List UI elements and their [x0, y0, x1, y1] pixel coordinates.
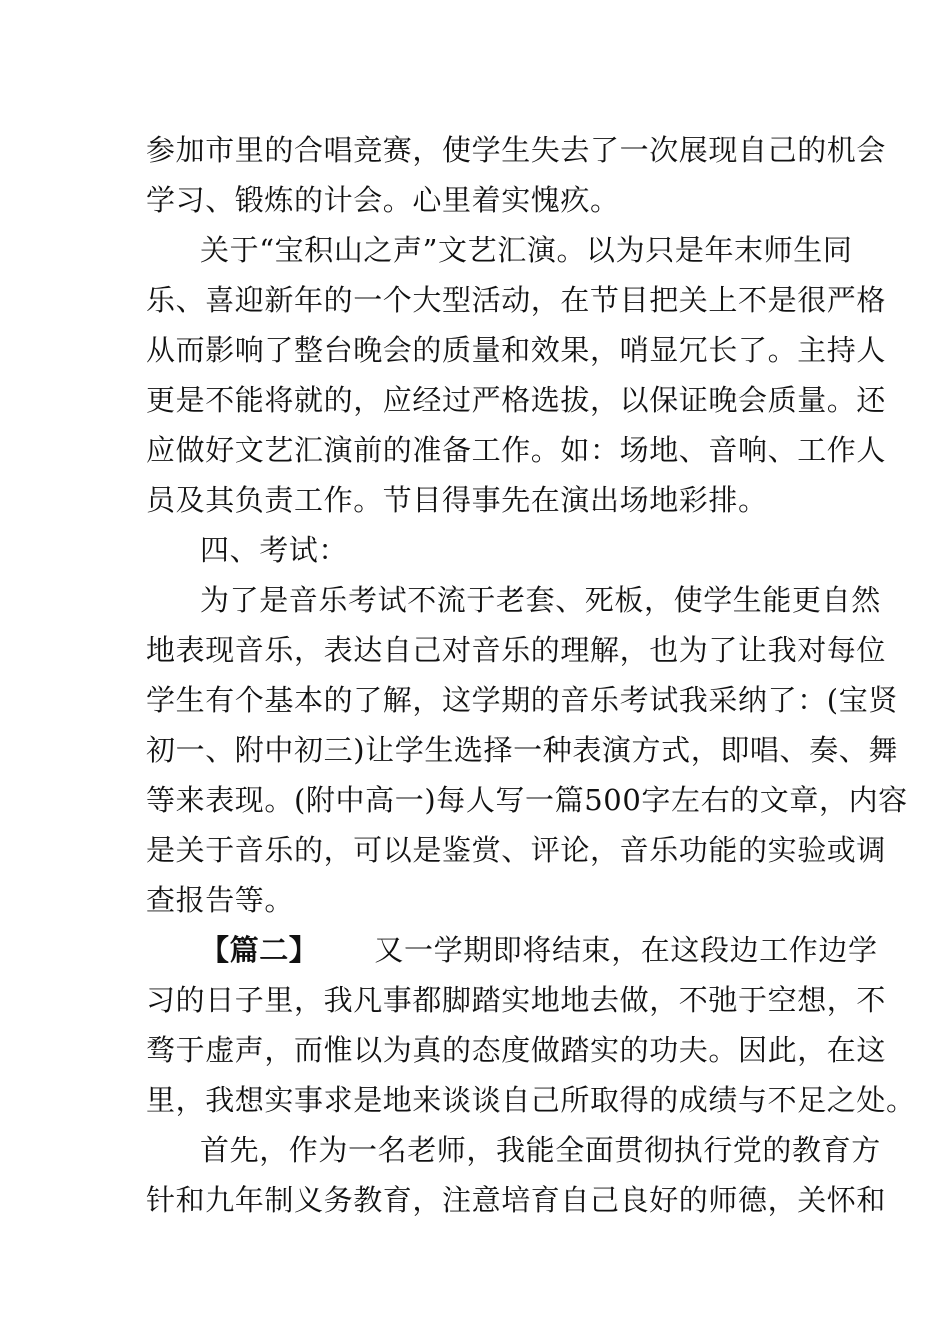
- paragraph-line: 更是不能将就的，应经过严格选拔，以保证晚会质量。还: [146, 383, 887, 417]
- paragraph-line: 乐、喜迎新年的一个大型活动，在节目把关上不是很严格: [146, 283, 887, 317]
- paragraph-line: 学生有个基本的了解，这学期的音乐考试我采纳了：(宝贤: [146, 683, 898, 717]
- paragraph-line: 初一、附中初三)让学生选择一种表演方式，即唱、奏、舞: [146, 733, 898, 767]
- paragraph-line: 针和九年制义务教育，注意培育自己良好的师德，关怀和: [146, 1183, 887, 1217]
- paragraph-line: 里，我想实事求是地来谈谈自己所取得的成绩与不足之处。: [146, 1083, 916, 1117]
- paragraph-line: 应做好文艺汇演前的准备工作。如：场地、音响、工作人: [146, 433, 887, 467]
- paragraph-line: 首先，作为一名老师，我能全面贯彻执行党的教育方: [200, 1133, 881, 1167]
- paragraph-line: 习的日子里，我凡事都脚踏实地地去做，不弛于空想，不: [146, 983, 887, 1017]
- paragraph-line: 是关于音乐的，可以是鉴赏、评论，音乐功能的实验或调: [146, 833, 887, 867]
- paragraph-line: 参加市里的合唱竞赛，使学生失去了一次展现自己的机会: [146, 133, 887, 167]
- paragraph-line: 地表现音乐，表达自己对音乐的理解，也为了让我对每位: [146, 633, 887, 667]
- paragraph-line: 从而影响了整台晚会的质量和效果，哨显冗长了。主持人: [146, 333, 887, 367]
- section-heading: 四、考试：: [200, 533, 349, 567]
- paragraph-line: 骛于虚声，而惟以为真的态度做踏实的功夫。因此，在这: [146, 1033, 887, 1067]
- paragraph-line: 为了是音乐考试不流于老套、死板，使学生能更自然: [200, 583, 881, 617]
- paragraph-line: 查报告等。: [146, 883, 295, 917]
- paragraph-line: 学习、锻炼的计会。心里着实愧疚。: [146, 183, 620, 217]
- section-first-text: 又一学期即将结束，在这段边工作边学: [374, 933, 878, 967]
- section-start-line: [200, 932, 878, 968]
- paragraph-line: 关于“宝积山之声”文艺汇演。以为只是年末师生同: [200, 233, 853, 267]
- section-mark: 【篇二】: [200, 933, 319, 967]
- paragraph-line: 等来表现。(附中高一)每人写一篇500字左右的文章，内容: [146, 783, 908, 817]
- paragraph-line: 员及其负责工作。节目得事先在演出场地彩排。: [146, 483, 768, 517]
